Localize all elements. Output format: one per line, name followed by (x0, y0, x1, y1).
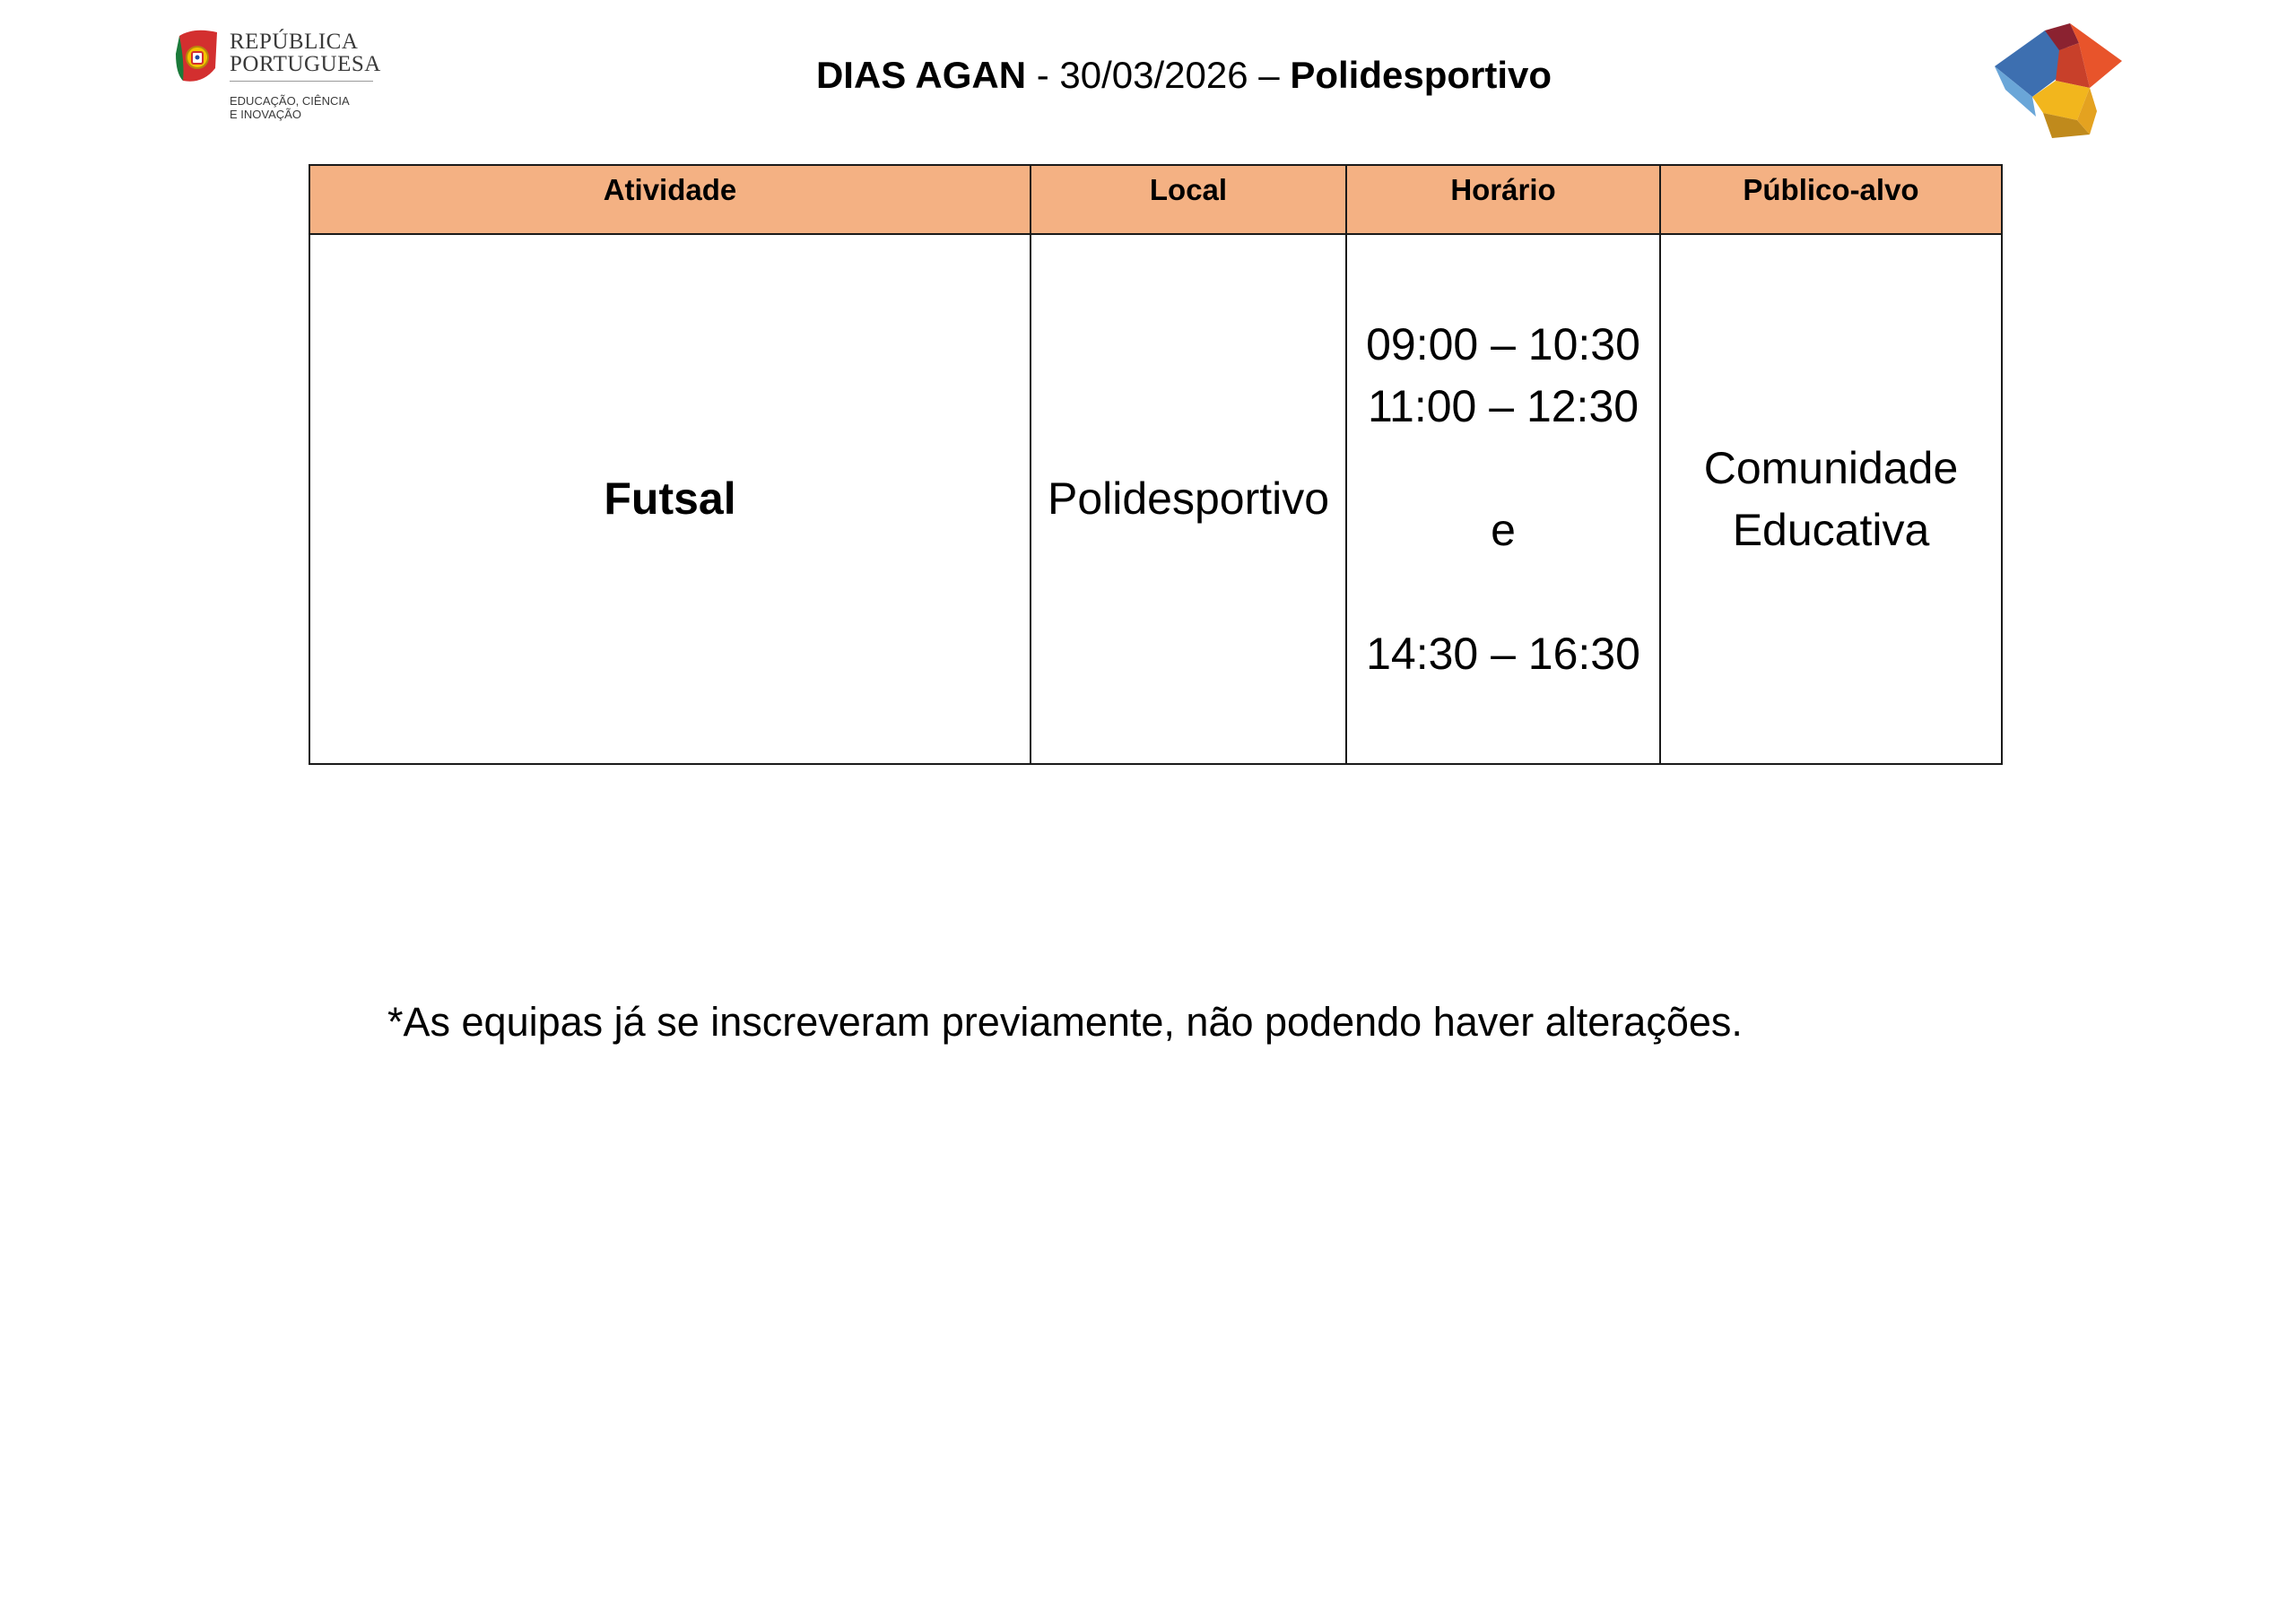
page-title (0, 54, 2296, 97)
column-header-audience: Público-alvo (1660, 165, 2002, 234)
cell-schedule (1346, 234, 1660, 764)
time-slot-1: 09:00 – 10:30 (1366, 318, 1640, 369)
column-header-activity: Atividade (309, 165, 1031, 234)
time-spacer (1347, 438, 1659, 499)
time-spacer (1347, 561, 1659, 623)
title-separator-2: – (1248, 54, 1291, 96)
gov-logo-ministry-line2: E INOVAÇÃO (230, 108, 301, 121)
column-header-schedule: Horário (1346, 165, 1660, 234)
gov-logo-line2: PORTUGUESA (230, 52, 381, 76)
table-row (309, 234, 2002, 764)
cell-location: Polidesportivo (1031, 234, 1346, 764)
cell-audience (1660, 234, 2002, 764)
title-separator-1: - (1026, 54, 1060, 96)
footnote: *As equipas já se inscreveram previamente, não podendo haver alterações. (387, 999, 1743, 1045)
table-header-row (309, 165, 2002, 234)
title-event: DIAS AGAN (815, 54, 1027, 96)
gov-logo-line1: REPÚBLICA (230, 30, 359, 54)
title-date: 30/03/2026 (1059, 54, 1248, 96)
audience-line-1: Comunidade (1703, 442, 1959, 493)
gov-logo-ministry-line1: EDUCAÇÃO, CIÊNCIA (230, 94, 350, 108)
time-slot-3: 14:30 – 16:30 (1366, 628, 1640, 679)
time-connector: e (1491, 504, 1516, 555)
cube-logo-icon (1989, 23, 2133, 142)
audience-line-2: Educativa (1732, 504, 1930, 555)
time-slot-2: 11:00 – 12:30 (1367, 380, 1639, 431)
title-venue: Polidesportivo (1290, 54, 1552, 96)
column-header-location: Local (1031, 165, 1346, 234)
cell-activity: Futsal (309, 234, 1031, 764)
schedule-table (309, 164, 2003, 765)
